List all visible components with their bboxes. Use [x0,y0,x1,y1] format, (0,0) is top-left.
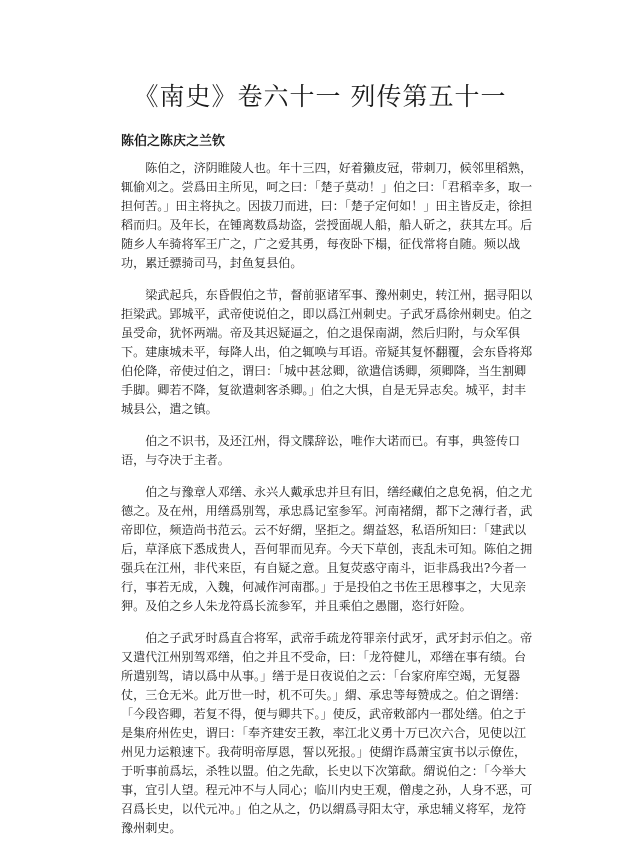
body-text [121,159,535,851]
paragraph: 陈伯之，济阴睢陵人也。年十三四，好着獭皮冠，带刺刀，候邻里稻熟，辄偷刈之。尝爲田主所见，呵之曰：「楚子莫动！」伯之曰：「君稻幸多，取一担何苦。」田主将执之。因拔刀而进，曰：「楚子定何如！」田主皆反走，徐担稻而归。及年长，在锺离数爲劫盗，尝授面觇人船，船人斫之，获其左耳。后随乡人车骑将军王广之，广之爱其勇，每夜卧下榻，征伐常将自随。频以战功，累迁骠骑司马，封鱼复县伯。 [121,161,533,270]
paragraph: 伯之不识书，及还江州，得文牒辞讼，唯作大诺而已。有事，典签传口语，与夺决于主者。 [121,434,521,467]
section-heading: 陈伯之陈庆之兰钦 [121,134,226,149]
paragraph: 伯之与豫章人邓缮、永兴人戴承忠并旦有旧，缮经藏伯之息免祸，伯之尤德之。及在州，用缮爲别驾，承忠爲记室参军。河南褚緭，都下之薄行者，武帝即位，频造尚书范云。云不好緭，坚拒之。緭益怒，私语所知曰：「建武以后，草泽底下悉成贵人，吾何罪而见弃。今天下草创，丧乱未可知。陈伯之拥强兵在江州，非代来臣，有自疑之意。且复荧惑守南斗，讵非爲我出?今者一行，事若无成，入魏，何减作河南郡。」于是投伯之书佐王思穆事之，大见亲狎。及伯之乡人朱龙符爲长流参军，并且乘伯之愚闇，恣行奸险。 [121,485,533,613]
paragraph: 梁武起兵，东昏假伯之节，督前驱诸军事、豫州刺史，转江州，据寻阳以拒梁武。郢城平，武帝使说伯之，即以爲江州刺史。子武牙爲徐州刺史。伯之虽受命，犹怀两端。帝及其迟疑逼之，伯之退保南湖，然后归附，与众军俱下。建康城未平，每降人出，伯之辄唤与耳语。帝疑其复怀翻覆，会东昏将郑伯伦降，帝使过伯之，谓曰：「城中甚忿卿，欲遣信诱卿，须卿降，当生割卿手脚。卿若不降，复欲遣刺客杀卿。」伯之大惧，自是无异志矣。城平，封丰城县公，遣之镇。 [121,288,533,416]
paragraph: 伯之子武牙时爲直合将军，武帝手疏龙符罪亲付武牙，武牙封示伯之。帝又遣代江州别驾邓缮，伯之并且不受命，曰：「龙符健儿，邓缮在事有绩。台所遣别驾，请以爲中从事。」缮于是日夜说伯之云：「台家府库空竭，无复器仗，三仓无米。此万世一时，机不可失。」緭、承忠等每赞成之。伯之谓缮：「今段咨卿，若复不得，便与卿共下。」使反，武帝敕部内一郡处缮。伯之于是集府州佐史，谓曰：「奉齐建安王教，率江北义勇十万已次六合，见使以江州见力运粮速下。我荷明帝厚恩，誓以死报。」使緭诈爲萧宝寅书以示僚佐，于听事前爲坛，杀牲以盟。伯之先歃，长史以下次第歃。緭说伯之：「今举大事，宜引人望。程元冲不与人同心；临川内史王观，僧虔之孙，人身不恶，可召爲长史，以代元冲。」伯之从之，仍以緭爲寻阳太守，承忠辅义将军，龙符豫州刺史。 [121,631,533,835]
document-title: 《南史》卷六十一 列传第五十一 [133,81,507,111]
